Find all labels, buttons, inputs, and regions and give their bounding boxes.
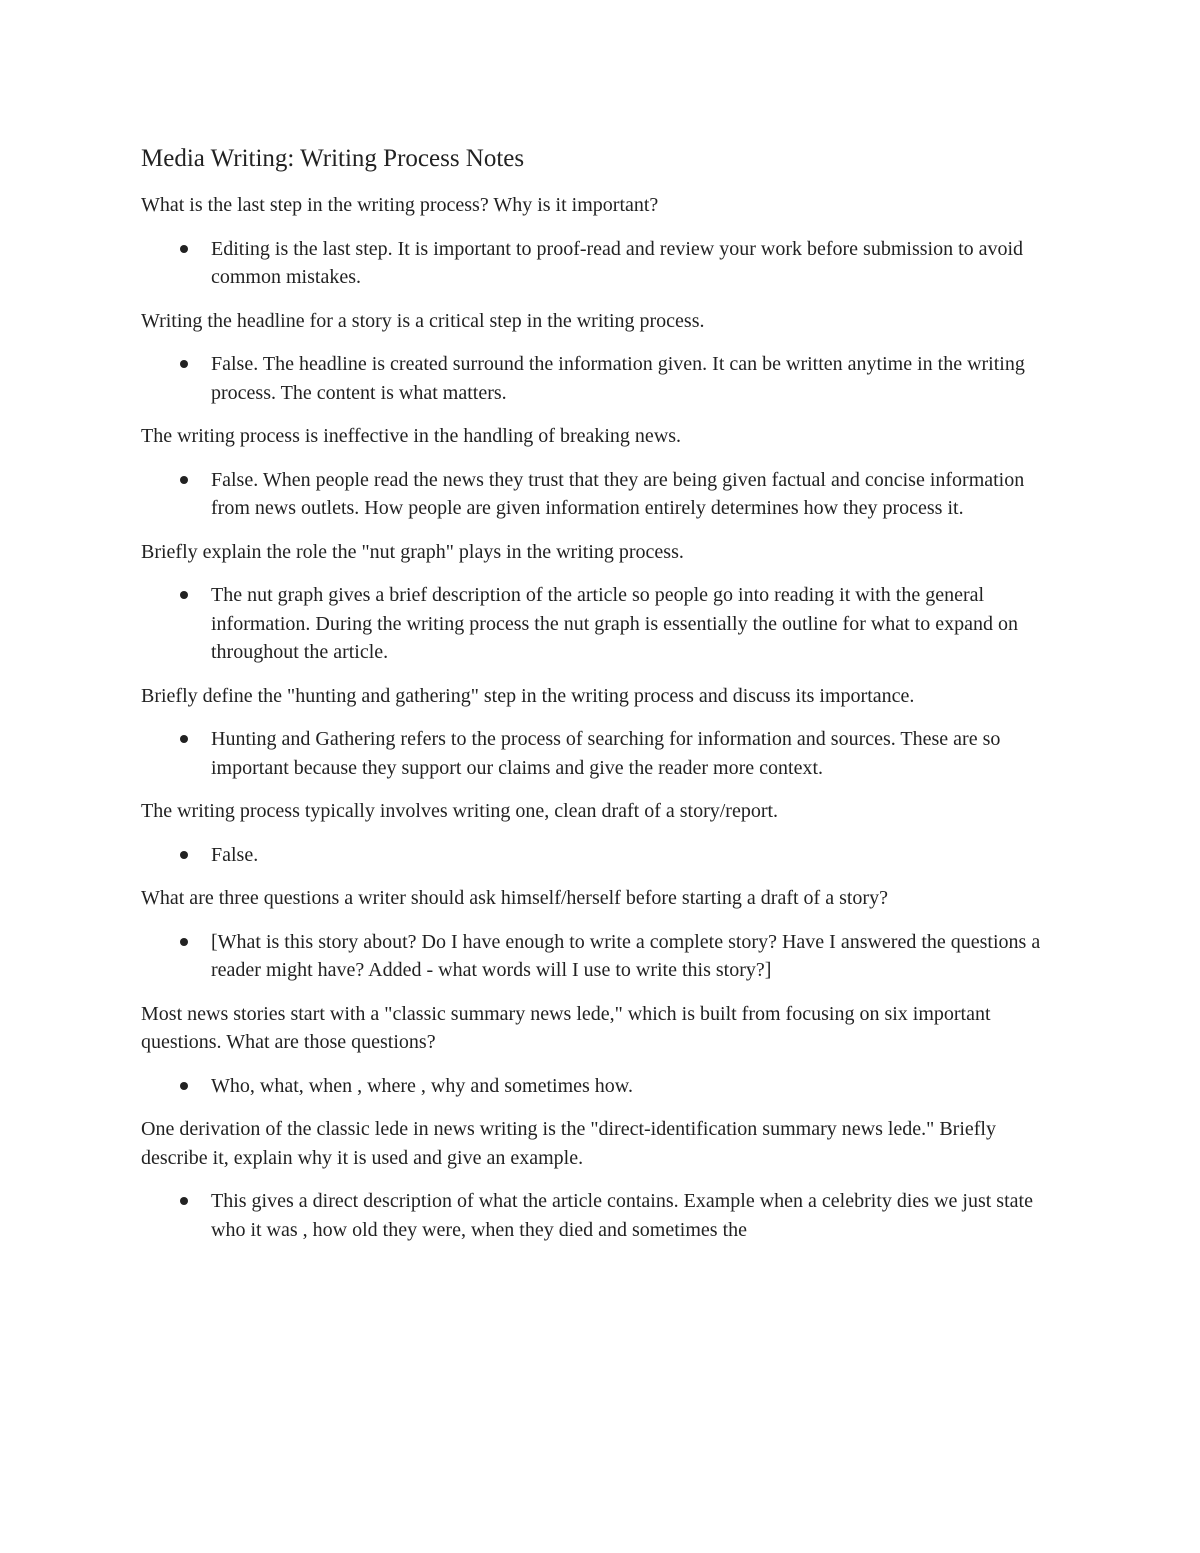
answer-list-9 — [141, 1187, 1061, 1244]
bullet-icon — [180, 938, 188, 946]
answer-text: This gives a direct description of what the article contains. Example when a celebrity dies we just state who it was , how old they were, when they died and sometimes the — [211, 1190, 1033, 1241]
answer-text: [What is this story about? Do I have enough to write a complete story? Have I answered the questions a reader might have? Added - what words will I use to write this story?] — [211, 930, 1041, 981]
bullet-icon — [180, 360, 188, 368]
answer-list-7 — [141, 928, 1061, 985]
answer-text: Hunting and Gathering refers to the process of searching for information and sources. These are so important because they support our claims and give the reader more context. — [211, 728, 1001, 779]
answer-3 — [211, 466, 1061, 523]
answer-8 — [211, 1072, 1061, 1101]
answer-6 — [211, 841, 1061, 870]
answer-text: False. — [211, 843, 259, 866]
answer-5 — [211, 725, 1061, 782]
answer-list-3 — [141, 466, 1061, 523]
answer-text: False. The headline is created surround the information given. It can be written anytime in the writing process. The content is what matters. — [211, 353, 1025, 404]
document-title: Media Writing: Writing Process Notes — [141, 145, 525, 172]
answer-9 — [211, 1187, 1061, 1244]
document-page — [141, 141, 1061, 1259]
bullet-icon — [180, 245, 188, 253]
question-8: Most news stories start with a "classic summary news lede," which is built from focusing on six important questions. What are those questions? — [141, 1002, 991, 1053]
answer-4 — [211, 581, 1061, 667]
answer-2 — [211, 350, 1061, 407]
answer-list-8 — [141, 1072, 1061, 1101]
question-7: What are three questions a writer should ask himself/herself before starting a draft of a story? — [141, 887, 888, 909]
bullet-icon — [180, 591, 188, 599]
answer-list-1 — [141, 235, 1061, 292]
answer-7 — [211, 928, 1061, 985]
bullet-icon — [180, 1082, 188, 1090]
question-2: Writing the headline for a story is a critical step in the writing process. — [141, 309, 705, 332]
question-4: Briefly explain the role the "nut graph" plays in the writing process. — [141, 540, 684, 563]
answer-text: Editing is the last step. It is important to proof-read and review your work before submission to avoid common mistakes. — [211, 237, 1024, 288]
answer-text: The nut graph gives a brief description of the article so people go into reading it with the general information. During the writing process the nut graph is essentially the outline for what to expand on throughout the article. — [211, 584, 1019, 663]
answer-list-5 — [141, 725, 1061, 782]
question-5: Briefly define the "hunting and gathering" step in the writing process and discuss its importance. — [141, 684, 915, 707]
bullet-icon — [180, 735, 188, 743]
bullet-icon — [180, 1197, 188, 1205]
answer-list-6 — [141, 841, 1061, 870]
bullet-icon — [180, 476, 188, 484]
question-6: The writing process typically involves writing one, clean draft of a story/report. — [141, 800, 779, 822]
answer-list-4 — [141, 581, 1061, 667]
question-3: The writing process is ineffective in the handling of breaking news. — [141, 425, 682, 447]
question-9: One derivation of the classic lede in news writing is the "direct-identification summary news lede." Briefly describe it, explain why it is used and give an example. — [141, 1118, 996, 1169]
question-1: What is the last step in the writing process? Why is it important? — [141, 194, 659, 216]
answer-text: False. When people read the news they trust that they are being given factual and concise information from news outlets. How people are given information entirely determines how they process it. — [211, 468, 1025, 519]
answer-list-2 — [141, 350, 1061, 407]
answer-text: Who, what, when , where , why and sometimes how. — [211, 1074, 633, 1097]
answer-1 — [211, 235, 1061, 292]
bullet-icon — [180, 851, 188, 859]
